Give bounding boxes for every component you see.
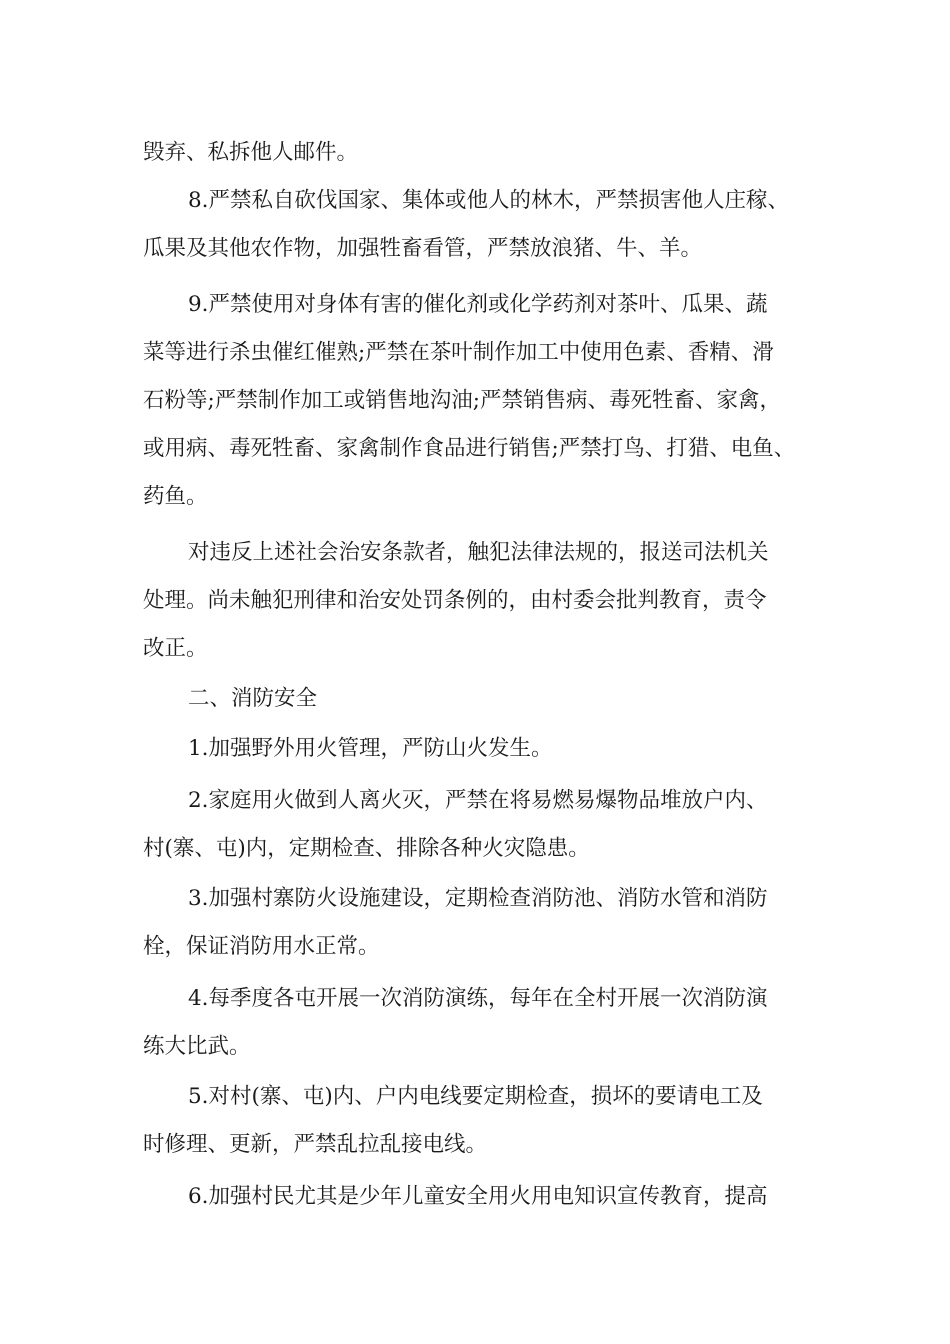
item-9-line-4: 或用病、毒死牲畜、家禽制作食品进行销售;严禁打鸟、打猎、电鱼、 [143,436,796,461]
fire-item-2-line-1: 2.家庭用火做到人离火灭，严禁在将易燃易爆物品堆放户内、 [188,788,768,813]
fire-item-3-line-2: 栓，保证消防用水正常。 [143,934,380,959]
fire-item-6-line-1: 6.加强村民尤其是少年儿童安全用火用电知识宣传教育，提高 [188,1184,768,1209]
penalty-paragraph-line-3: 改正。 [143,636,208,661]
item-8-line-1: 8.严禁私自砍伐国家、集体或他人的林木，严禁损害他人庄稼、 [188,188,790,213]
fire-item-1: 1.加强野外用火管理，严防山火发生。 [188,736,553,761]
penalty-paragraph-line-1: 对违反上述社会治安条款者，触犯法律法规的，报送司法机关 [188,540,769,565]
item-9-line-2: 菜等进行杀虫催红催熟;严禁在茶叶制作加工中使用色素、香精、滑 [143,340,774,365]
item-8-line-2: 瓜果及其他农作物，加强牲畜看管，严禁放浪猪、牛、羊。 [143,236,703,261]
text-line-1: 毁弃、私拆他人邮件。 [143,140,359,165]
item-9-line-3: 石粉等;严禁制作加工或销售地沟油;严禁销售病、毒死牲畜、家禽， [143,388,781,413]
item-9-line-1: 9.严禁使用对身体有害的催化剂或化学药剂对茶叶、瓜果、蔬 [188,292,768,317]
fire-item-4-line-2: 练大比武。 [143,1034,251,1059]
section-heading-fire-safety: 二、消防安全 [188,686,318,711]
fire-item-2-line-2: 村(寨、屯)内，定期检查、排除各种火灾隐患。 [143,836,590,861]
penalty-paragraph-line-2: 处理。尚未触犯刑律和治安处罚条例的，由村委会批判教育，责令 [143,588,767,613]
fire-item-4-line-1: 4.每季度各屯开展一次消防演练，每年在全村开展一次消防演 [188,986,768,1011]
fire-item-3-line-1: 3.加强村寨防火设施建设，定期检查消防池、消防水管和消防 [188,886,768,911]
item-9-line-5: 药鱼。 [143,484,208,509]
fire-item-5-line-1: 5.对村(寨、屯)内、户内电线要定期检查，损坏的要请电工及 [188,1084,763,1109]
fire-item-5-line-2: 时修理、更新，严禁乱拉乱接电线。 [143,1132,488,1157]
